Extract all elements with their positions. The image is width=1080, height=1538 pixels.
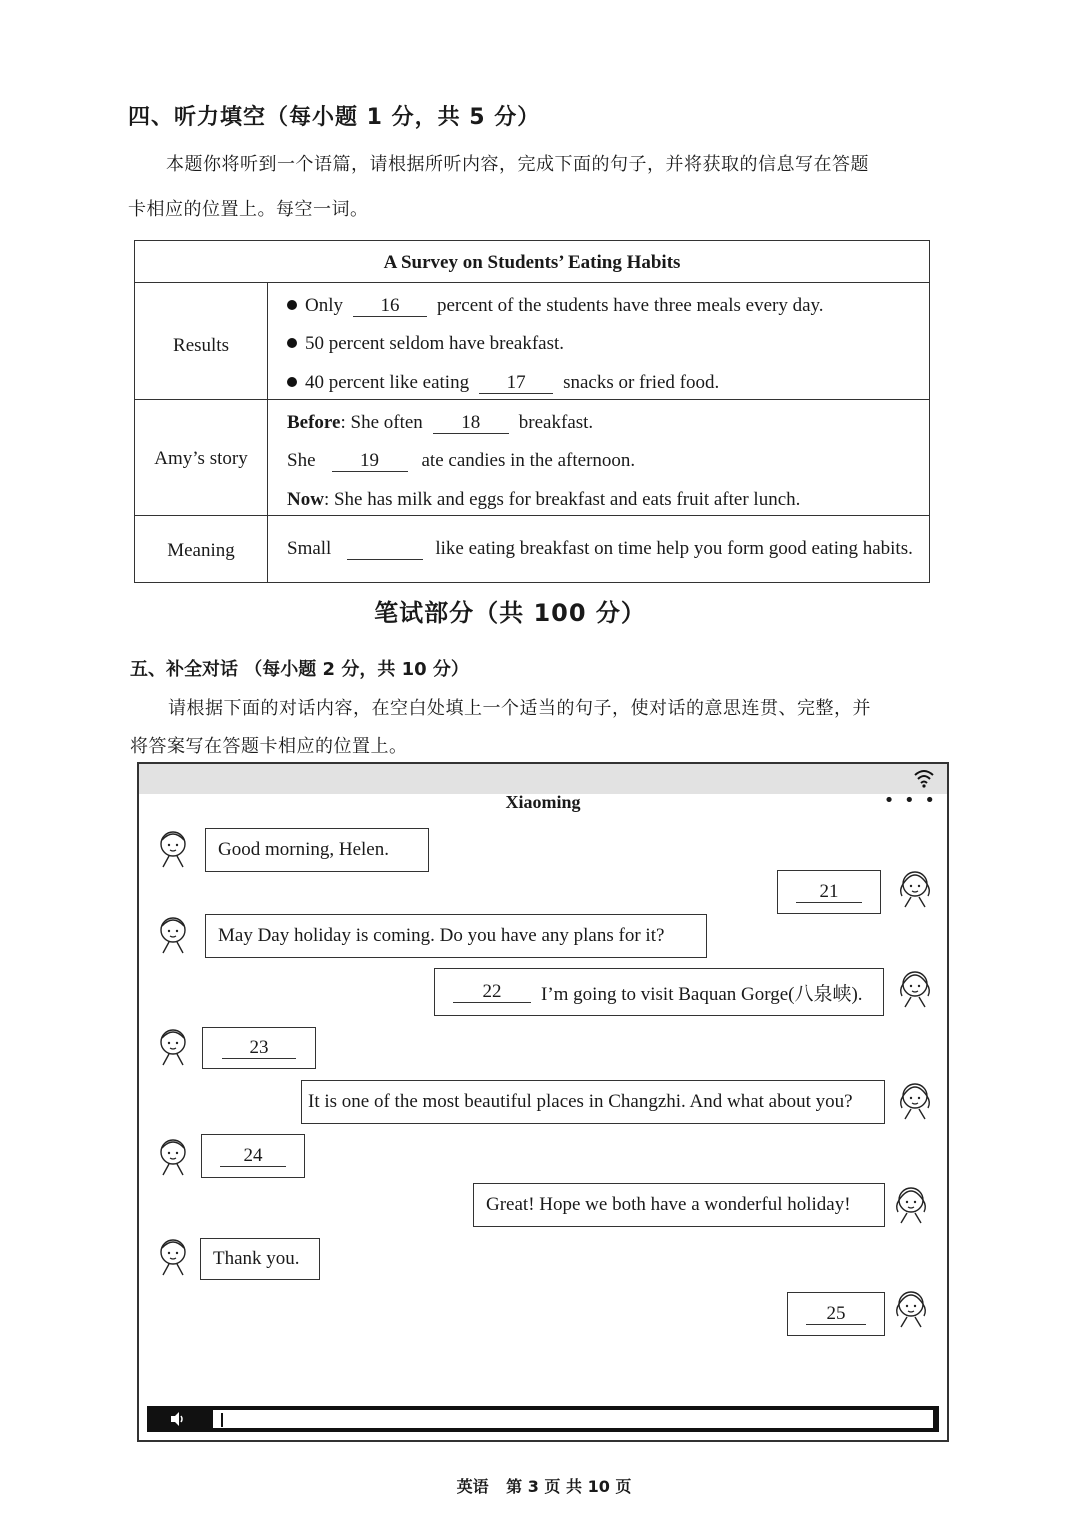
message-xiaoming-1: Good morning, Helen. <box>205 828 429 872</box>
message-helen-4: Great! Hope we both have a wonderful holiday! <box>473 1183 885 1227</box>
girl-avatar-icon <box>897 1080 933 1120</box>
blank-17: 17 <box>479 373 553 394</box>
blank-16: 16 <box>353 296 427 317</box>
text-cursor <box>221 1413 223 1427</box>
boy-avatar-icon <box>155 914 191 954</box>
section5-instruction-2: 将答案写在答题卡相应的位置上。 <box>130 736 408 757</box>
voice-icon[interactable] <box>169 1411 187 1427</box>
table-column-divider <box>267 282 268 582</box>
chat-contact-name: Xiaoming <box>505 792 581 812</box>
boy-avatar-icon <box>155 1136 191 1176</box>
table-divider <box>135 282 929 283</box>
bullet-icon <box>287 300 297 310</box>
table-divider <box>135 515 929 516</box>
meaning-row: Small like eating breakfast on time help you form good eating habits. <box>287 538 913 559</box>
more-options-icon[interactable]: • • • <box>883 790 937 811</box>
blank-19: 19 <box>332 451 408 472</box>
girl-avatar-icon <box>897 868 933 908</box>
result-row-2: 50 percent seldom have breakfast. <box>287 333 564 355</box>
message-xiaoming-blank-23: 23 <box>202 1027 316 1069</box>
chat-window <box>137 762 949 1442</box>
message-helen-blank-21: 21 <box>777 870 881 914</box>
section5-instruction-1: 请根据下面的对话内容，在空白处填上一个适当的句子，使对话的意思连贯、完整，并 <box>168 698 871 719</box>
chat-text-input[interactable] <box>213 1410 933 1428</box>
blank-18: 18 <box>433 413 509 434</box>
chat-input-bar <box>147 1406 939 1432</box>
girl-avatar-icon <box>897 968 933 1008</box>
girl-avatar-icon <box>893 1184 929 1224</box>
message-xiaoming-2: May Day holiday is coming. Do you have any plans for it? <box>205 914 707 958</box>
boy-avatar-icon <box>155 828 191 868</box>
message-xiaoming-3: Thank you. <box>200 1238 320 1280</box>
footer-page-number: 第 3 页 共 10 页 <box>506 1477 632 1496</box>
table-divider <box>135 399 929 400</box>
message-helen-3: It is one of the most beautiful places in Changzhi. And what about you? <box>301 1080 885 1124</box>
girl-avatar-icon <box>893 1288 929 1328</box>
written-section-title: 笔试部分（共 100 分） <box>374 599 646 627</box>
story-label: Amy’s story <box>154 448 248 469</box>
story-row-3: Now: She has milk and eggs for breakfast and eats fruit after lunch. <box>287 489 801 510</box>
page-footer <box>0 1474 1080 1497</box>
survey-title: A Survey on Students’ Eating Habits <box>383 252 681 273</box>
section4-instruction-1: 本题你将听到一个语篇，请根据所听内容，完成下面的句子，并将获取的信息写在答题 <box>166 154 869 175</box>
footer-subject: 英语 <box>456 1477 489 1496</box>
message-xiaoming-blank-24: 24 <box>201 1134 305 1178</box>
section5-title: 五、补全对话 （每小题 2 分，共 10 分） <box>130 659 469 680</box>
result-row-3: 40 percent like eating 17 snacks or fried food. <box>287 372 719 394</box>
meaning-label: Meaning <box>167 540 235 561</box>
story-row-2: She 19 ate candies in the afternoon. <box>287 450 636 471</box>
blank-20 <box>347 539 423 560</box>
bullet-icon <box>287 377 297 387</box>
boy-avatar-icon <box>155 1236 191 1276</box>
message-helen-2: 22 I’m going to visit Baquan Gorge(八泉峡). <box>434 968 884 1016</box>
results-label: Results <box>173 335 229 356</box>
chat-status-bar <box>139 764 947 794</box>
bullet-icon <box>287 338 297 348</box>
section4-instruction-2: 卡相应的位置上。每空一词。 <box>128 199 369 220</box>
wifi-icon <box>913 768 935 788</box>
survey-table <box>134 240 930 583</box>
result-row-1: Only 16 percent of the students have three meals every day. <box>287 295 824 317</box>
boy-avatar-icon <box>155 1026 191 1066</box>
section4-title: 四、听力填空（每小题 1 分，共 5 分） <box>128 105 541 130</box>
blank-22: 22 <box>453 982 531 1003</box>
message-helen-blank-25: 25 <box>787 1292 885 1336</box>
story-row-1: Before: She often 18 breakfast. <box>287 412 594 433</box>
